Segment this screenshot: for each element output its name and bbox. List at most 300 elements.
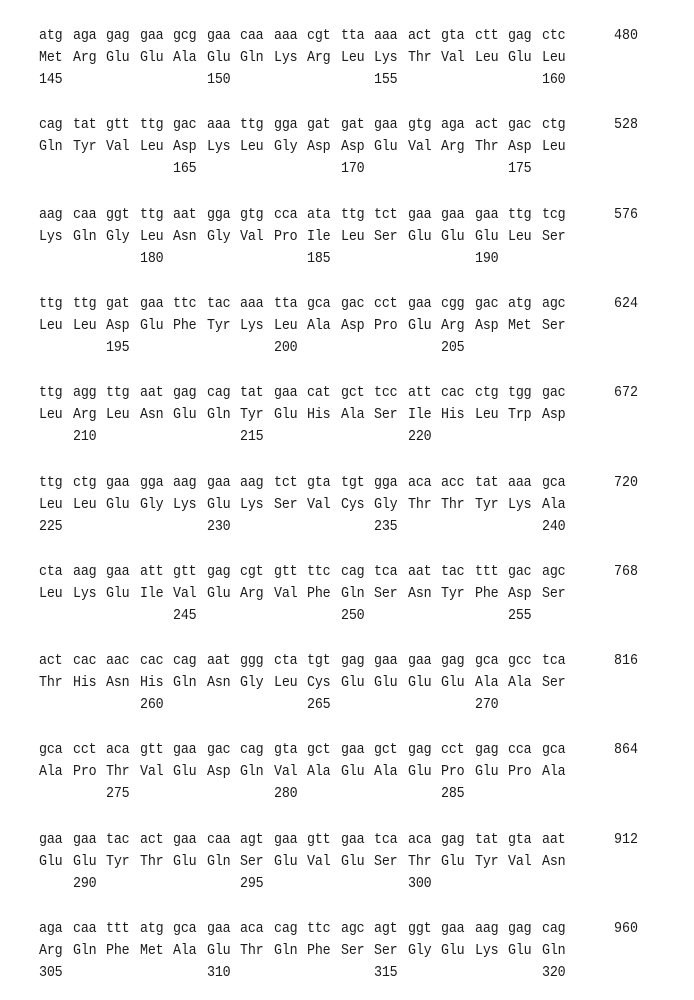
codon: att bbox=[408, 385, 431, 401]
amino-acid: Asn bbox=[173, 229, 196, 245]
codon: ttg bbox=[508, 207, 531, 223]
sequence-block bbox=[0, 564, 694, 634]
amino-acid: Glu bbox=[508, 50, 531, 66]
codon: gtt bbox=[307, 832, 330, 848]
codon: gaa bbox=[441, 207, 464, 223]
amino-acid: Ser bbox=[374, 586, 397, 602]
residue-number: 220 bbox=[408, 429, 431, 445]
amino-acid: Gly bbox=[240, 675, 263, 691]
codon: aag bbox=[475, 921, 498, 937]
amino-acid: Val bbox=[441, 50, 464, 66]
codon: ttc bbox=[307, 921, 330, 937]
amino-acid: Glu bbox=[173, 854, 196, 870]
amino-acid: Pro bbox=[441, 764, 464, 780]
residue-number: 315 bbox=[374, 965, 397, 981]
codon: gat bbox=[106, 296, 129, 312]
amino-acid: Leu bbox=[106, 407, 129, 423]
amino-acid: Lys bbox=[39, 229, 62, 245]
amino-acid: Lys bbox=[73, 586, 96, 602]
codon: aag bbox=[173, 475, 196, 491]
sequence-block bbox=[0, 28, 694, 98]
amino-acid: Glu bbox=[341, 854, 364, 870]
sequence-block bbox=[0, 475, 694, 545]
amino-acid: Glu bbox=[106, 586, 129, 602]
residue-number: 290 bbox=[73, 876, 96, 892]
amino-acid: Ser bbox=[341, 943, 364, 959]
amino-acid: Glu bbox=[140, 318, 163, 334]
amino-acid: Arg bbox=[39, 943, 62, 959]
amino-acid: Ala bbox=[173, 943, 196, 959]
codon: gtt bbox=[106, 117, 129, 133]
codon: gag bbox=[441, 653, 464, 669]
amino-acid: Gly bbox=[408, 943, 431, 959]
amino-acid: Leu bbox=[341, 50, 364, 66]
nucleotide-position: 528 bbox=[614, 117, 638, 133]
codon: cag bbox=[207, 385, 230, 401]
codon: caa bbox=[207, 832, 230, 848]
codon: cgt bbox=[240, 564, 263, 580]
amino-acid: Leu bbox=[39, 318, 62, 334]
amino-acid: Lys bbox=[240, 318, 263, 334]
codon: aca bbox=[106, 742, 129, 758]
amino-acid: Gly bbox=[207, 229, 230, 245]
codon: ttt bbox=[475, 564, 498, 580]
codon: tta bbox=[341, 28, 364, 44]
codon: tta bbox=[274, 296, 297, 312]
codon: gag bbox=[207, 564, 230, 580]
residue-number: 230 bbox=[207, 519, 230, 535]
codon: ttg bbox=[73, 296, 96, 312]
amino-acid: Glu bbox=[441, 854, 464, 870]
residue-number: 195 bbox=[106, 340, 129, 356]
amino-acid: Thr bbox=[408, 854, 431, 870]
amino-acid: Thr bbox=[408, 50, 431, 66]
codon: att bbox=[140, 564, 163, 580]
residue-number: 320 bbox=[542, 965, 565, 981]
codon: gac bbox=[508, 564, 531, 580]
codon: gaa bbox=[374, 653, 397, 669]
residue-number: 270 bbox=[475, 697, 498, 713]
codon: agg bbox=[73, 385, 96, 401]
codon: gaa bbox=[341, 742, 364, 758]
codon: aga bbox=[441, 117, 464, 133]
amino-acid: Glu bbox=[341, 675, 364, 691]
codon: aca bbox=[408, 832, 431, 848]
amino-acid: Thr bbox=[106, 764, 129, 780]
codon: aag bbox=[240, 475, 263, 491]
residue-number: 155 bbox=[374, 72, 397, 88]
codon: gaa bbox=[140, 28, 163, 44]
amino-acid: Asp bbox=[307, 139, 330, 155]
codon: cag bbox=[274, 921, 297, 937]
codon: aca bbox=[408, 475, 431, 491]
sequence-block bbox=[0, 385, 694, 455]
amino-acid: Gln bbox=[73, 943, 96, 959]
codon: ttc bbox=[173, 296, 196, 312]
amino-acid: His bbox=[441, 407, 464, 423]
residue-number: 180 bbox=[140, 251, 163, 267]
codon: gag bbox=[341, 653, 364, 669]
codon: cac bbox=[140, 653, 163, 669]
codon: aag bbox=[39, 207, 62, 223]
codon: gaa bbox=[207, 921, 230, 937]
amino-acid: Phe bbox=[475, 586, 498, 602]
amino-acid: Met bbox=[508, 318, 531, 334]
codon: gaa bbox=[207, 28, 230, 44]
codon: aaa bbox=[274, 28, 297, 44]
codon: tac bbox=[441, 564, 464, 580]
codon: caa bbox=[73, 207, 96, 223]
codon: gtt bbox=[274, 564, 297, 580]
amino-acid: Val bbox=[140, 764, 163, 780]
codon: gtg bbox=[240, 207, 263, 223]
amino-acid: Ser bbox=[274, 497, 297, 513]
amino-acid: Ala bbox=[374, 764, 397, 780]
amino-acid: Lys bbox=[475, 943, 498, 959]
amino-acid: Val bbox=[274, 586, 297, 602]
amino-acid: Gly bbox=[140, 497, 163, 513]
codon: gag bbox=[408, 742, 431, 758]
codon: tac bbox=[106, 832, 129, 848]
residue-number: 250 bbox=[341, 608, 364, 624]
amino-acid: Tyr bbox=[240, 407, 263, 423]
amino-acid: Met bbox=[39, 50, 62, 66]
amino-acid: Ala bbox=[542, 497, 565, 513]
codon: ctc bbox=[542, 28, 565, 44]
codon: gag bbox=[508, 28, 531, 44]
nucleotide-position: 912 bbox=[614, 832, 638, 848]
codon: ttg bbox=[39, 385, 62, 401]
amino-acid: Val bbox=[408, 139, 431, 155]
codon: act bbox=[475, 117, 498, 133]
amino-acid: Glu bbox=[173, 407, 196, 423]
amino-acid: Arg bbox=[441, 318, 464, 334]
amino-acid: Ile bbox=[408, 407, 431, 423]
sequence-block bbox=[0, 921, 694, 991]
nucleotide-position: 720 bbox=[614, 475, 638, 491]
amino-acid: Leu bbox=[73, 318, 96, 334]
amino-acid: Gly bbox=[274, 139, 297, 155]
amino-acid: Leu bbox=[542, 50, 565, 66]
codon: gac bbox=[508, 117, 531, 133]
codon: tct bbox=[274, 475, 297, 491]
residue-number: 175 bbox=[508, 161, 531, 177]
codon: cag bbox=[240, 742, 263, 758]
amino-acid: Ser bbox=[240, 854, 263, 870]
codon: ggt bbox=[408, 921, 431, 937]
amino-acid: Ser bbox=[374, 229, 397, 245]
residue-number: 225 bbox=[39, 519, 62, 535]
amino-acid: Asn bbox=[542, 854, 565, 870]
codon: gca bbox=[39, 742, 62, 758]
residue-number: 235 bbox=[374, 519, 397, 535]
codon: atg bbox=[508, 296, 531, 312]
codon: agc bbox=[341, 921, 364, 937]
codon: gag bbox=[173, 385, 196, 401]
codon: ttt bbox=[106, 921, 129, 937]
amino-acid: Tyr bbox=[207, 318, 230, 334]
codon: tca bbox=[542, 653, 565, 669]
amino-acid: Tyr bbox=[475, 497, 498, 513]
amino-acid: Val bbox=[274, 764, 297, 780]
codon: aca bbox=[240, 921, 263, 937]
amino-acid: Asp bbox=[207, 764, 230, 780]
codon: caa bbox=[240, 28, 263, 44]
codon: gag bbox=[441, 832, 464, 848]
amino-acid: Arg bbox=[73, 407, 96, 423]
amino-acid: Ala bbox=[39, 764, 62, 780]
amino-acid: Ser bbox=[542, 586, 565, 602]
amino-acid: Arg bbox=[441, 139, 464, 155]
amino-acid: Glu bbox=[408, 318, 431, 334]
codon: tat bbox=[240, 385, 263, 401]
residue-number: 260 bbox=[140, 697, 163, 713]
nucleotide-position: 576 bbox=[614, 207, 638, 223]
amino-acid: Ile bbox=[307, 229, 330, 245]
amino-acid: Glu bbox=[39, 854, 62, 870]
amino-acid: Val bbox=[307, 497, 330, 513]
codon: ggt bbox=[106, 207, 129, 223]
codon: gaa bbox=[408, 207, 431, 223]
codon: gga bbox=[374, 475, 397, 491]
amino-acid: Val bbox=[508, 854, 531, 870]
residue-number: 190 bbox=[475, 251, 498, 267]
amino-acid: Glu bbox=[408, 675, 431, 691]
amino-acid: Asp bbox=[341, 318, 364, 334]
amino-acid: Val bbox=[240, 229, 263, 245]
amino-acid: Leu bbox=[341, 229, 364, 245]
codon: gaa bbox=[274, 832, 297, 848]
amino-acid: Lys bbox=[173, 497, 196, 513]
amino-acid: Lys bbox=[508, 497, 531, 513]
codon: cag bbox=[341, 564, 364, 580]
codon: gag bbox=[106, 28, 129, 44]
residue-number: 305 bbox=[39, 965, 62, 981]
amino-acid: Lys bbox=[240, 497, 263, 513]
amino-acid: Tyr bbox=[106, 854, 129, 870]
nucleotide-position: 816 bbox=[614, 653, 638, 669]
codon: ttg bbox=[106, 385, 129, 401]
amino-acid: Ser bbox=[542, 675, 565, 691]
codon: gac bbox=[207, 742, 230, 758]
codon: gaa bbox=[408, 296, 431, 312]
codon: aaa bbox=[240, 296, 263, 312]
codon: atg bbox=[39, 28, 62, 44]
amino-acid: Leu bbox=[73, 497, 96, 513]
codon: gaa bbox=[408, 653, 431, 669]
amino-acid: Val bbox=[173, 586, 196, 602]
residue-number: 240 bbox=[542, 519, 565, 535]
codon: gta bbox=[441, 28, 464, 44]
amino-acid: Gln bbox=[240, 764, 263, 780]
codon: gca bbox=[307, 296, 330, 312]
amino-acid: Gln bbox=[207, 854, 230, 870]
codon: cgt bbox=[307, 28, 330, 44]
amino-acid: Glu bbox=[508, 943, 531, 959]
amino-acid: Glu bbox=[341, 764, 364, 780]
codon: gaa bbox=[73, 832, 96, 848]
codon: gaa bbox=[341, 832, 364, 848]
codon: agc bbox=[542, 296, 565, 312]
residue-number: 200 bbox=[274, 340, 297, 356]
codon: ttg bbox=[240, 117, 263, 133]
codon: cta bbox=[39, 564, 62, 580]
codon: aga bbox=[39, 921, 62, 937]
codon: aat bbox=[542, 832, 565, 848]
amino-acid: Leu bbox=[39, 407, 62, 423]
sequence-block bbox=[0, 117, 694, 187]
amino-acid: Asp bbox=[508, 139, 531, 155]
amino-acid: Leu bbox=[542, 139, 565, 155]
amino-acid: Thr bbox=[140, 854, 163, 870]
codon: tat bbox=[73, 117, 96, 133]
codon: gga bbox=[274, 117, 297, 133]
codon: gac bbox=[173, 117, 196, 133]
amino-acid: Thr bbox=[39, 675, 62, 691]
amino-acid: Glu bbox=[106, 50, 129, 66]
amino-acid: Asp bbox=[508, 586, 531, 602]
residue-number: 170 bbox=[341, 161, 364, 177]
amino-acid: Leu bbox=[39, 586, 62, 602]
codon: cag bbox=[173, 653, 196, 669]
residue-number: 265 bbox=[307, 697, 330, 713]
amino-acid: Thr bbox=[441, 497, 464, 513]
nucleotide-position: 624 bbox=[614, 296, 638, 312]
amino-acid: Glu bbox=[106, 497, 129, 513]
amino-acid: Val bbox=[106, 139, 129, 155]
amino-acid: Gln bbox=[207, 407, 230, 423]
codon: gca bbox=[542, 742, 565, 758]
amino-acid: Leu bbox=[274, 675, 297, 691]
amino-acid: Cys bbox=[307, 675, 330, 691]
amino-acid: Glu bbox=[207, 586, 230, 602]
codon: agt bbox=[374, 921, 397, 937]
amino-acid: Tyr bbox=[441, 586, 464, 602]
residue-number: 280 bbox=[274, 786, 297, 802]
amino-acid: His bbox=[73, 675, 96, 691]
amino-acid: Tyr bbox=[73, 139, 96, 155]
codon: gaa bbox=[39, 832, 62, 848]
codon: aaa bbox=[207, 117, 230, 133]
amino-acid: Gln bbox=[274, 943, 297, 959]
codon: aag bbox=[73, 564, 96, 580]
residue-number: 310 bbox=[207, 965, 230, 981]
nucleotide-position: 864 bbox=[614, 742, 638, 758]
codon: gaa bbox=[475, 207, 498, 223]
codon: gaa bbox=[274, 385, 297, 401]
amino-acid: Leu bbox=[140, 139, 163, 155]
amino-acid: Asp bbox=[475, 318, 498, 334]
codon: ata bbox=[307, 207, 330, 223]
amino-acid: Glu bbox=[207, 497, 230, 513]
codon: agc bbox=[542, 564, 565, 580]
amino-acid: Glu bbox=[207, 943, 230, 959]
codon: gaa bbox=[374, 117, 397, 133]
amino-acid: Ala bbox=[307, 318, 330, 334]
amino-acid: Glu bbox=[207, 50, 230, 66]
amino-acid: Glu bbox=[441, 675, 464, 691]
codon: agt bbox=[240, 832, 263, 848]
codon: aga bbox=[73, 28, 96, 44]
codon: caa bbox=[73, 921, 96, 937]
nucleotide-position: 960 bbox=[614, 921, 638, 937]
amino-acid: Asp bbox=[106, 318, 129, 334]
amino-acid: Gln bbox=[73, 229, 96, 245]
amino-acid: Gly bbox=[106, 229, 129, 245]
codon: gca bbox=[173, 921, 196, 937]
codon: cct bbox=[441, 742, 464, 758]
sequence-block bbox=[0, 207, 694, 277]
amino-acid: Arg bbox=[73, 50, 96, 66]
amino-acid: Gln bbox=[39, 139, 62, 155]
codon: gct bbox=[307, 742, 330, 758]
sequence-block bbox=[0, 653, 694, 723]
amino-acid: Ser bbox=[374, 943, 397, 959]
amino-acid: Ala bbox=[341, 407, 364, 423]
codon: aat bbox=[140, 385, 163, 401]
codon: ttg bbox=[140, 117, 163, 133]
codon: gaa bbox=[106, 475, 129, 491]
residue-number: 245 bbox=[173, 608, 196, 624]
residue-number: 160 bbox=[542, 72, 565, 88]
codon: gtt bbox=[173, 564, 196, 580]
codon: cta bbox=[274, 653, 297, 669]
amino-acid: Ser bbox=[542, 318, 565, 334]
codon: gct bbox=[374, 742, 397, 758]
amino-acid: Glu bbox=[408, 764, 431, 780]
amino-acid: Ala bbox=[508, 675, 531, 691]
amino-acid: Ser bbox=[374, 854, 397, 870]
amino-acid: Glu bbox=[140, 50, 163, 66]
amino-acid: Phe bbox=[173, 318, 196, 334]
amino-acid: His bbox=[307, 407, 330, 423]
amino-acid: Ile bbox=[140, 586, 163, 602]
amino-acid: Arg bbox=[307, 50, 330, 66]
codon: gta bbox=[307, 475, 330, 491]
amino-acid: Ser bbox=[542, 229, 565, 245]
codon: ttg bbox=[39, 475, 62, 491]
codon: gac bbox=[341, 296, 364, 312]
amino-acid: Pro bbox=[508, 764, 531, 780]
codon: cat bbox=[307, 385, 330, 401]
codon: tcc bbox=[374, 385, 397, 401]
amino-acid: Glu bbox=[374, 139, 397, 155]
amino-acid: Asp bbox=[542, 407, 565, 423]
amino-acid: Phe bbox=[307, 943, 330, 959]
codon: tca bbox=[374, 832, 397, 848]
codon: gag bbox=[508, 921, 531, 937]
amino-acid: Glu bbox=[441, 229, 464, 245]
amino-acid: Thr bbox=[475, 139, 498, 155]
codon: aat bbox=[173, 207, 196, 223]
codon: act bbox=[408, 28, 431, 44]
amino-acid: Leu bbox=[475, 50, 498, 66]
residue-number: 185 bbox=[307, 251, 330, 267]
amino-acid: Asn bbox=[408, 586, 431, 602]
codon: gac bbox=[475, 296, 498, 312]
amino-acid: Asp bbox=[341, 139, 364, 155]
codon: gta bbox=[274, 742, 297, 758]
codon: ctg bbox=[475, 385, 498, 401]
codon: gaa bbox=[173, 742, 196, 758]
codon: acc bbox=[441, 475, 464, 491]
amino-acid: Gln bbox=[341, 586, 364, 602]
amino-acid: Lys bbox=[274, 50, 297, 66]
residue-number: 150 bbox=[207, 72, 230, 88]
amino-acid: Gln bbox=[542, 943, 565, 959]
amino-acid: Cys bbox=[341, 497, 364, 513]
amino-acid: Leu bbox=[274, 318, 297, 334]
